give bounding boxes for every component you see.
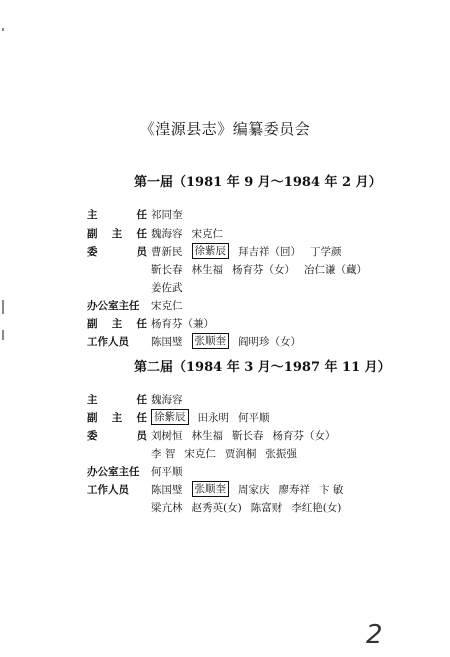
member-name: 陈国璧 xyxy=(151,335,183,348)
roster-row-staff xyxy=(87,332,310,350)
names-list xyxy=(151,298,192,313)
member-name: 田永明 xyxy=(197,411,229,424)
names-list xyxy=(151,316,223,331)
member-name: 赵秀英(女) xyxy=(191,501,242,514)
member-name: 廖寿祥 xyxy=(278,483,310,496)
roster-row-members-continued xyxy=(151,260,376,278)
member-name-boxed: 徐紫辰 xyxy=(151,409,189,425)
role-label: 主 任 xyxy=(87,393,147,406)
member-name: 魏海容 xyxy=(151,227,183,240)
member-name: 周家庆 xyxy=(238,483,270,496)
scan-speck xyxy=(2,28,4,31)
member-name: 李 智 xyxy=(151,447,176,460)
scan-speck xyxy=(2,300,4,314)
role-label: 副 主 任 xyxy=(87,227,147,240)
member-name: 何平顺 xyxy=(151,465,183,478)
member-name: 陈国璧 xyxy=(151,483,183,496)
member-name: 宋克仁 xyxy=(151,299,183,312)
member-name: 梁亢林 xyxy=(151,501,183,514)
names-list xyxy=(151,207,192,222)
member-name: 杨育芬（兼） xyxy=(151,317,214,330)
names-list xyxy=(151,226,232,241)
names-list xyxy=(151,481,352,497)
role-label: 主 任 xyxy=(87,208,147,221)
roster-row-deputy-office-director xyxy=(87,314,223,332)
member-name: 姜佐武 xyxy=(151,281,183,294)
role-label: 副 主 任 xyxy=(87,411,147,424)
scan-speck xyxy=(2,330,4,340)
member-name: 杨育芬（女） xyxy=(232,263,295,276)
member-name-boxed: 张顺奎 xyxy=(192,333,230,349)
member-name: 林生福 xyxy=(191,263,223,276)
roster-row-director xyxy=(87,390,192,408)
member-name: 卞 敏 xyxy=(319,483,344,496)
roster-row-members xyxy=(87,242,351,260)
roster-row-director xyxy=(87,205,192,223)
page-number: 2 xyxy=(366,620,383,650)
roster-row-deputy-director xyxy=(87,408,279,426)
member-name: 靳长春 xyxy=(151,263,183,276)
member-name: 张振强 xyxy=(265,447,297,460)
names-list xyxy=(151,428,345,443)
role-label: 委 员 xyxy=(87,429,147,442)
member-name: 宋克仁 xyxy=(184,447,216,460)
member-name: 靳长春 xyxy=(232,429,264,442)
roster-row-members xyxy=(87,426,345,444)
names-list xyxy=(151,333,310,349)
member-name: 林生福 xyxy=(191,429,223,442)
names-list xyxy=(151,392,192,407)
roster-row-office-director xyxy=(87,462,192,480)
member-name: 贾润桐 xyxy=(224,447,257,460)
member-name: 刘树恒 xyxy=(151,429,183,442)
member-name-boxed: 徐紫辰 xyxy=(192,243,230,259)
member-name: 祁同奎 xyxy=(151,208,183,221)
role-label: 办公室主任 xyxy=(87,299,140,312)
names-list xyxy=(151,243,351,259)
member-name: 阎明珍（女） xyxy=(238,335,301,348)
member-name: 李红艳(女) xyxy=(291,501,342,514)
member-name: 杨育芬（女） xyxy=(272,429,336,442)
role-label: 副 主 任 xyxy=(87,317,147,330)
member-name-boxed: 张顺奎 xyxy=(192,481,230,497)
roster-row-members-continued xyxy=(151,278,192,296)
roster-row-deputy-director xyxy=(87,224,232,242)
member-name: 魏海容 xyxy=(151,393,183,406)
member-name: 曹新民 xyxy=(151,245,183,258)
page-title: 《湟源县志》编纂委员会 xyxy=(139,120,311,138)
roster-row-staff xyxy=(87,480,352,498)
names-list xyxy=(151,464,192,479)
role-label: 办公室主任 xyxy=(87,465,140,478)
role-label: 工作人员 xyxy=(87,335,129,348)
member-name: 丁学颜 xyxy=(310,245,342,258)
names-list xyxy=(151,409,279,425)
member-name: 冶仁谦（藏） xyxy=(304,263,367,276)
role-label: 委 员 xyxy=(87,245,147,258)
role-label: 工作人员 xyxy=(87,483,129,496)
roster-row-members-continued xyxy=(151,444,306,462)
member-name: 拜吉祥（回） xyxy=(238,245,301,258)
member-name: 何平顺 xyxy=(238,411,270,424)
roster-row-staff-continued xyxy=(151,498,350,516)
section-heading-first-term: 第一届（1981 年 9 月～1984 年 2 月） xyxy=(134,175,382,190)
member-name: 宋克仁 xyxy=(191,227,223,240)
roster-row-office-director xyxy=(87,296,192,314)
member-name: 陈富财 xyxy=(250,501,283,514)
section-heading-second-term: 第二届（1984 年 3 月～1987 年 11 月） xyxy=(134,360,391,375)
